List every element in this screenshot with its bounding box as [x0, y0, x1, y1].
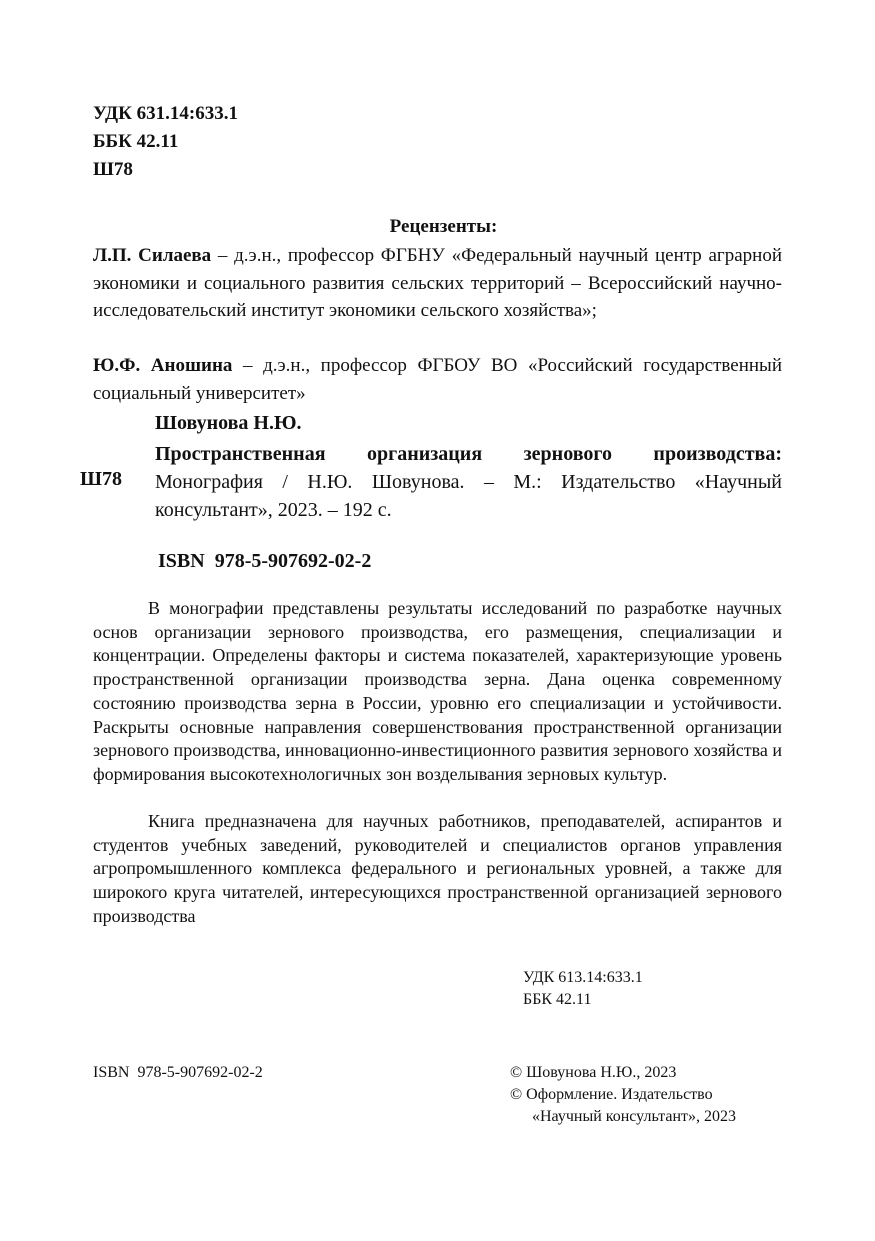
author-mark: Ш78 — [93, 159, 133, 180]
reviewer-entry — [93, 352, 782, 407]
book-title: Пространственная организация зернового производства: — [155, 443, 782, 465]
footer-classification — [523, 967, 643, 1011]
annotation-paragraph: Книга предназначена для научных работников, преподавателей, аспирантов и студентов учебных заведений, руководителей и специалистов органов управления агропромышленного комплекса федерального и региональных уровней, а также для широкого круга читателей, интересующихся пространственной организацией зернового производства — [93, 811, 782, 926]
bibliographic-record — [155, 440, 782, 524]
author-mark-left: Ш78 — [80, 468, 122, 490]
isbn-main: ISBN 978-5-907692-02-2 — [158, 550, 372, 572]
footer-udk: УДК 613.14:633.1 — [523, 969, 643, 986]
reviewer-description: – д.э.н., профессор ФГБНУ «Федеральный научный центр аграрной экономики и социального развития сельских территорий – Всероссийский научно-исследовательский институт экономики сельского хозяйства»; — [93, 245, 782, 321]
copyright-author: © Шовунова Н.Ю., 2023 — [510, 1064, 677, 1081]
copyright-design: © Оформление. Издательство — [510, 1086, 713, 1103]
reviewer-entry — [93, 242, 782, 325]
reviewers-title: Рецензенты: — [389, 216, 498, 237]
book-author: Шовунова Н.Ю. — [155, 412, 302, 434]
classification-codes — [93, 100, 238, 184]
reviewer-name: Ю.Ф. Аношина — [93, 355, 233, 376]
book-details: Монография / Н.Ю. Шовунова. – М.: Издательство «Научный консультант», 2023. – 192 с. — [155, 471, 782, 521]
bbk-code: ББК 42.11 — [93, 131, 179, 152]
footer-isbn: ISBN 978-5-907692-02-2 — [93, 1064, 263, 1081]
annotation-paragraph: В монографии представлены результаты исследований по разработке научных основ организации зернового производства, его размещения, специализации и концентрации. Определены факторы и система показателей, характеризующие уровень пространственной организации производства зерна. Дана оценка современному состоянию производства зерна в России, уровню его специализации и устойчивости. Раскрыты основные направления совершенствования пространственной организации зернового производства, инновационно-инвестиционного развития зернового хозяйства и формирования высокотехнологичных зон возделывания зерновых культур. — [93, 598, 782, 784]
udk-code: УДК 631.14:633.1 — [93, 103, 238, 124]
footer-bbk: ББК 42.11 — [523, 991, 592, 1008]
reviewer-name: Л.П. Силаева — [93, 245, 212, 266]
copyright-publisher: «Научный консультант», 2023 — [532, 1108, 736, 1125]
copyright-block — [510, 1062, 736, 1128]
reviewer-description: – д.э.н., профессор ФГБОУ ВО «Российский государственный социальный университет» — [93, 355, 782, 404]
